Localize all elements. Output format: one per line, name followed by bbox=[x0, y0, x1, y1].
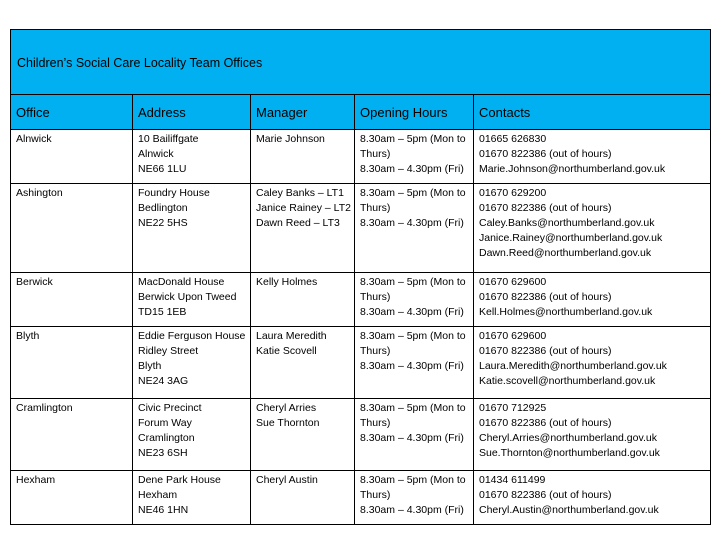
contacts-cell-line: 01434 611499 bbox=[479, 474, 546, 486]
opening-hours-cell-line: 8.30am – 4.30pm (Fri) bbox=[360, 504, 464, 516]
address-cell-line: Hexham bbox=[138, 489, 178, 501]
manager-cell bbox=[251, 327, 355, 399]
opening-hours-cell-line: 8.30am – 5pm (Mon to bbox=[360, 187, 466, 199]
contacts-cell-line: Marie.Johnson@northumberland.gov.uk bbox=[479, 163, 666, 175]
opening-hours-cell-line: 8.30am – 4.30pm (Fri) bbox=[360, 306, 464, 318]
table-row bbox=[11, 184, 711, 273]
manager-cell-line: Katie Scovell bbox=[256, 345, 317, 357]
address-cell-line: Foundry House bbox=[138, 187, 210, 199]
contacts-cell-line: 01670 629200 bbox=[479, 187, 547, 199]
manager-cell-line: Marie Johnson bbox=[256, 133, 325, 145]
contacts-cell-line: Caley.Banks@northumberland.gov.uk bbox=[479, 217, 655, 229]
address-cell bbox=[133, 471, 251, 525]
office-cell: Berwick bbox=[11, 273, 133, 327]
opening-hours-cell bbox=[355, 399, 474, 471]
address-cell-line: Ridley Street bbox=[138, 345, 199, 357]
opening-hours-cell-line: Thurs) bbox=[360, 291, 391, 303]
address-cell-line: Alnwick bbox=[138, 148, 174, 160]
table-row bbox=[11, 273, 711, 327]
opening-hours-cell-line: 8.30am – 5pm (Mon to bbox=[360, 474, 466, 486]
opening-hours-cell-line: 8.30am – 5pm (Mon to bbox=[360, 276, 466, 288]
offices-table bbox=[10, 29, 711, 525]
office-cell: Alnwick bbox=[11, 130, 133, 184]
address-cell bbox=[133, 273, 251, 327]
table-row bbox=[11, 327, 711, 399]
office-cell: Ashington bbox=[11, 184, 133, 273]
contacts-cell-line: 01670 822386 (out of hours) bbox=[479, 291, 612, 303]
opening-hours-cell bbox=[355, 471, 474, 525]
contacts-cell-line: Katie.scovell@northumberland.gov.uk bbox=[479, 375, 656, 387]
manager-cell-line: Cheryl Austin bbox=[256, 474, 318, 486]
contacts-cell-line: Kell.Holmes@northumberland.gov.uk bbox=[479, 306, 653, 318]
address-cell-line: NE24 3AG bbox=[138, 375, 189, 387]
opening-hours-cell-line: 8.30am – 4.30pm (Fri) bbox=[360, 432, 464, 444]
contacts-cell-line: Janice.Rainey@northumberland.gov.uk bbox=[479, 232, 663, 244]
table-title: Children’s Social Care Locality Team Offices bbox=[11, 30, 711, 95]
address-cell-line: NE46 1HN bbox=[138, 504, 189, 516]
table-row bbox=[11, 130, 711, 184]
manager-cell bbox=[251, 273, 355, 327]
opening-hours-cell-line: 8.30am – 4.30pm (Fri) bbox=[360, 360, 464, 372]
contacts-cell bbox=[474, 273, 711, 327]
table-row bbox=[11, 471, 711, 525]
manager-cell-line: Dawn Reed – LT3 bbox=[256, 217, 340, 229]
manager-cell bbox=[251, 130, 355, 184]
manager-cell bbox=[251, 184, 355, 273]
address-cell-line: Dene Park House bbox=[138, 474, 221, 486]
opening-hours-cell-line: 8.30am – 5pm (Mon to bbox=[360, 133, 466, 145]
manager-cell-line: Laura Meredith bbox=[256, 330, 327, 342]
contacts-cell-line: 01670 822386 (out of hours) bbox=[479, 345, 612, 357]
opening-hours-cell bbox=[355, 327, 474, 399]
contacts-cell-line: 01670 822386 (out of hours) bbox=[479, 202, 612, 214]
contacts-cell-line: Laura.Meredith@northumberland.gov.uk bbox=[479, 360, 667, 372]
contacts-cell bbox=[474, 130, 711, 184]
opening-hours-cell bbox=[355, 184, 474, 273]
contacts-cell-line: 01670 629600 bbox=[479, 330, 547, 342]
office-cell: Blyth bbox=[11, 327, 133, 399]
contacts-cell-line: Dawn.Reed@northumberland.gov.uk bbox=[479, 247, 652, 259]
contacts-cell bbox=[474, 471, 711, 525]
column-header-contacts: Contacts bbox=[474, 95, 711, 130]
address-cell-line: NE66 1LU bbox=[138, 163, 187, 175]
address-cell-line: Eddie Ferguson House bbox=[138, 330, 246, 342]
office-cell: Cramlington bbox=[11, 399, 133, 471]
contacts-cell-line: Sue.Thornton@northumberland.gov.uk bbox=[479, 447, 660, 459]
header-row bbox=[11, 95, 711, 130]
manager-cell bbox=[251, 471, 355, 525]
contacts-cell bbox=[474, 399, 711, 471]
office-cell: Hexham bbox=[11, 471, 133, 525]
address-cell bbox=[133, 399, 251, 471]
address-cell-line: 10 Bailiffgate bbox=[138, 133, 199, 145]
address-cell-line: NE22 5HS bbox=[138, 217, 188, 229]
column-header-address: Address bbox=[133, 95, 251, 130]
contacts-cell-line: 01670 712925 bbox=[479, 402, 547, 414]
locality-offices-document bbox=[10, 29, 710, 525]
manager-cell-line: Janice Rainey – LT2 bbox=[256, 202, 351, 214]
address-cell bbox=[133, 327, 251, 399]
opening-hours-cell-line: 8.30am – 4.30pm (Fri) bbox=[360, 163, 464, 175]
manager-cell-line: Cheryl Arries bbox=[256, 402, 317, 414]
address-cell-line: Blyth bbox=[138, 360, 162, 372]
contacts-cell-line: 01670 822386 (out of hours) bbox=[479, 417, 612, 429]
opening-hours-cell-line: 8.30am – 4.30pm (Fri) bbox=[360, 217, 464, 229]
manager-cell-line: Sue Thornton bbox=[256, 417, 320, 429]
contacts-cell bbox=[474, 327, 711, 399]
address-cell-line: Forum Way bbox=[138, 417, 192, 429]
address-cell-line: Berwick Upon Tweed bbox=[138, 291, 237, 303]
address-cell-line: TD15 1EB bbox=[138, 306, 187, 318]
opening-hours-cell-line: Thurs) bbox=[360, 148, 391, 160]
address-cell-line: Civic Precinct bbox=[138, 402, 202, 414]
opening-hours-cell-line: 8.30am – 5pm (Mon to bbox=[360, 402, 466, 414]
manager-cell-line: Kelly Holmes bbox=[256, 276, 318, 288]
opening-hours-cell bbox=[355, 130, 474, 184]
column-header-opening-hours: Opening Hours bbox=[355, 95, 474, 130]
contacts-cell-line: Cheryl.Arries@northumberland.gov.uk bbox=[479, 432, 657, 444]
column-header-office: Office bbox=[11, 95, 133, 130]
opening-hours-cell-line: Thurs) bbox=[360, 489, 391, 501]
manager-cell-line: Caley Banks – LT1 bbox=[256, 187, 344, 199]
opening-hours-cell-line: Thurs) bbox=[360, 417, 391, 429]
opening-hours-cell-line: Thurs) bbox=[360, 202, 391, 214]
contacts-cell-line: Cheryl.Austin@northumberland.gov.uk bbox=[479, 504, 659, 516]
address-cell bbox=[133, 184, 251, 273]
contacts-cell bbox=[474, 184, 711, 273]
contacts-cell-line: 01670 822386 (out of hours) bbox=[479, 489, 612, 501]
address-cell-line: Bedlington bbox=[138, 202, 188, 214]
address-cell-line: NE23 6SH bbox=[138, 447, 188, 459]
contacts-cell-line: 01665 626830 bbox=[479, 133, 547, 145]
table-row bbox=[11, 399, 711, 471]
column-header-manager: Manager bbox=[251, 95, 355, 130]
opening-hours-cell bbox=[355, 273, 474, 327]
manager-cell bbox=[251, 399, 355, 471]
opening-hours-cell-line: 8.30am – 5pm (Mon to bbox=[360, 330, 466, 342]
address-cell-line: Cramlington bbox=[138, 432, 195, 444]
contacts-cell-line: 01670 822386 (out of hours) bbox=[479, 148, 612, 160]
opening-hours-cell-line: Thurs) bbox=[360, 345, 391, 357]
contacts-cell-line: 01670 629600 bbox=[479, 276, 547, 288]
address-cell-line: MacDonald House bbox=[138, 276, 225, 288]
address-cell bbox=[133, 130, 251, 184]
